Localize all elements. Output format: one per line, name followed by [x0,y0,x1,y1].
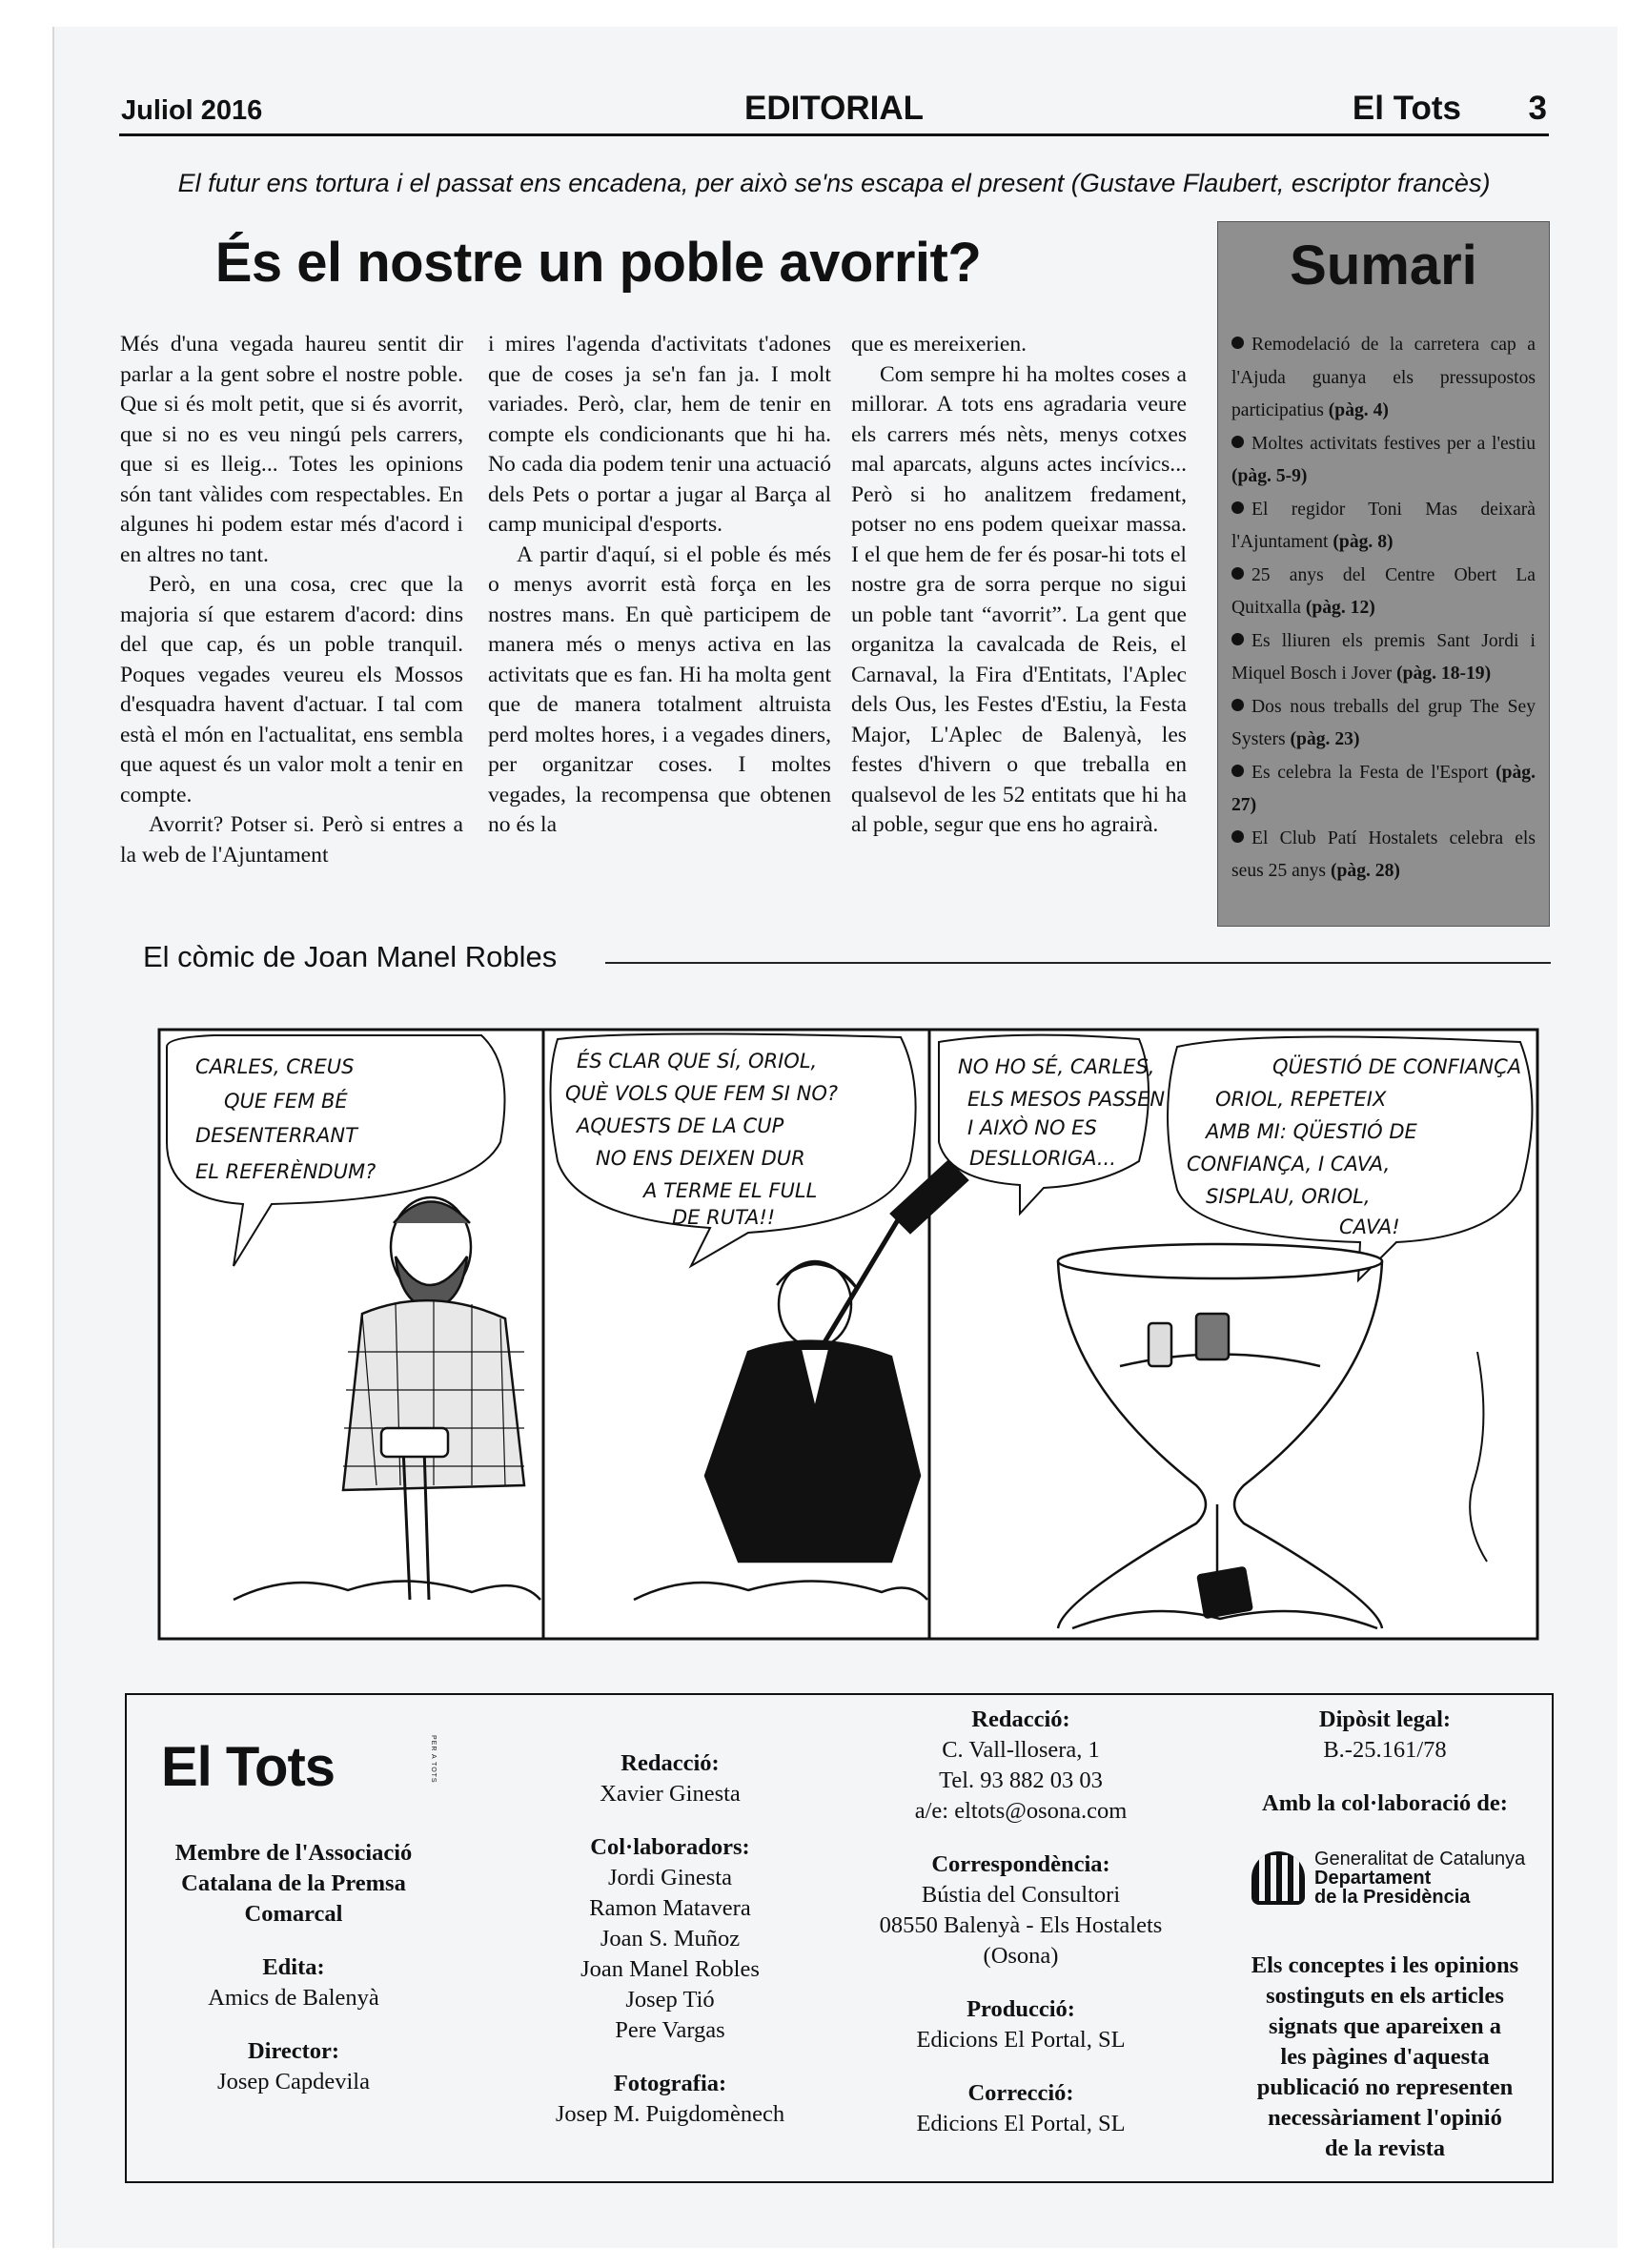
comic-strip [157,1028,1539,1641]
disclaimer: Els conceptes i les opinions sostinguts en els articles signats que apareixen a les pàgines d'aquesta publicació no representen necessàriament l'opinió de la revista [1251,1952,1519,2161]
paragraph: Més d'una vegada haureu sentit dir parlar a la gent sobre el nostre poble. Que si és molt petit, que si és avorrit, que si no es veu ningú pels carrers, que si es lleig... Totes les opinions són tant vàlides com respectables. En algunes hi podem estar més d'acord i en altres no tant. [120,332,463,567]
paragraph: Com sempre hi ha moltes coses a millorar. A tots ens agradaria veure els carrers més nèts, menys cotxes mal aparcats, alguns actes incívics... Però si ho analitzem fredament, potser no ens podem queixar massa. I el que hem de fer és posar-hi tots el nostre gra de sorra perque no sigui un poble tant “avorrit”. La gent que organitza la cavalcada de Reis, el Carnaval, la Fira d'Entitats, l'Aplec dels Ous, les Festes d'Estiu, la Festa Major, L'Aplec de Balenyà, les festes d'hivern o que treballa en qualsevol de les 52 entitats que hi ha al poble, segur que ens ho agrairà. [851,361,1187,837]
summary-item: Es lliuren els premis Sant Jordi i Miquel Bosch i Jover (pàg. 18-19) [1231,630,1536,684]
balloon-text: CONFIANÇA, I CAVA, [1187,1153,1391,1175]
generalitat-emblem-icon [1251,1851,1305,1905]
bullet-icon [1231,436,1244,448]
article-title: És el nostre un poble avorrit? [214,232,982,294]
bullet-icon [1231,337,1244,349]
summary-item: Remodelació de la carretera cap a l'Ajuda guanya els pressupostos participatius (pàg. 4) [1231,335,1536,420]
masthead-box [125,1693,1554,2183]
balloon-text: A TERME EL FULL [643,1179,818,1202]
balloon-text: CARLES, CREUS [195,1055,355,1078]
balloon-text: ORIOL, REPETEIX [1215,1088,1387,1111]
balloon-text: I AIXÒ NO ES [967,1116,1097,1139]
masthead-col-2: Redacció: Xavier Ginesta Col·laboradors: Jordi Ginesta Ramon Matavera Joan S. Muñoz Joan Manel Robles Josep Tió Pere Vargas Fotografia: Josep M. Puigdomènech [555,1750,785,2127]
balloon-text: NO ENS DEIXEN DUR [596,1147,805,1170]
balloon-text: QÜESTIÓ DE CONFIANÇA [1272,1055,1522,1078]
bullet-icon [1231,699,1244,711]
balloon-text: QUÈ VOLS QUE FEM SI NO? [565,1082,839,1105]
balloon-text: DE RUTA!! [672,1206,776,1229]
balloon-text: SISPLAU, ORIOL, [1206,1185,1371,1208]
summary-title: Sumari [1290,235,1477,296]
paragraph: que es mereixerien. [851,332,1027,357]
summary-item: Es celebra la Festa de l'Esport (pàg. 27) [1231,762,1536,815]
balloon-text: ÉS CLAR QUE SÍ, ORIOL, [577,1050,818,1073]
masthead-col-4: Dipòsit legal: B.-25.161/78 Amb la col·laboració de: [1262,1706,1508,1816]
comic-label: El còmic de Joan Manel Robles [143,940,558,973]
balloon-text: DESENTERRANT [195,1124,357,1147]
summary-item: El regidor Toni Mas deixarà l'Ajuntament (pàg. 8) [1231,499,1536,552]
paragraph: Avorrit? Potser si. Però si entres a la web de l'Ajuntament [120,812,463,868]
balloon-text: AMB MI: QÜESTIÓ DE [1206,1120,1417,1143]
balloon-text: DESLLORIGA... [969,1147,1116,1170]
divider [605,962,1551,964]
masthead-col-3: Redacció: C. Vall-llosera, 1 Tel. 93 882 03 03 a/e: eltots@osona.com Correspondència: Bústia del Consultori 08550 Balenyà - Els Hostalets (Osona) Producció: Edicions El Portal, SL Correcció: Edicions El Portal, SL [879,1706,1163,2136]
masthead-logo-tagline: PER A TOTS [430,1735,437,1784]
summary-list [1231,329,1536,889]
bullet-icon [1231,633,1244,645]
summary-item: Moltes activitats festives per a l'estiu (pàg. 5-9) [1231,433,1536,486]
bullet-icon [1231,765,1244,777]
summary-item: El Club Patí Hostalets celebra els seus 25 anys (pàg. 28) [1231,828,1536,881]
page-number: 3 [1528,90,1547,127]
page-header [119,92,1549,136]
paragraph: i mires l'agenda d'activitats t'adones que de coses ja se'n fan ja. I molt variades. Però, clar, hem de tenir en compte els condicionants que hi ha. No cada dia podem tenir una actuació dels Pets o portar a jugar al Barça al camp municipal d'esports. [488,332,831,537]
sign-text: RUI [1206,1585,1241,1608]
article-column-1 [120,330,463,870]
summary-item: 25 anys del Centre Obert La Quitxalla (pàg. 12) [1231,564,1536,618]
issue-date: Juliol 2016 [121,95,263,126]
bullet-icon [1231,830,1244,843]
balloon-text: AQUESTS DE LA CUP [577,1114,784,1137]
masthead-col-1: Membre de l'Associació Catalana de la Premsa Comarcal Edita: Amics de Balenyà Director: Josep Capdevila [174,1840,413,2094]
section-title: EDITORIAL [744,90,924,127]
publication-name: El Tots [1352,90,1461,127]
epigraph-quote: El futur ens tortura i el passat ens encadena, per això se'ns escapa el present (Gustave Flaubert, escriptor francès) [177,169,1491,197]
article-column-2 [488,330,831,841]
paragraph: A partir d'aquí, si el poble és més o menys avorrit està força en les nostres mans. En què participem de manera més o menys activa en las activitats que es fan. Hi ha molta gent que de manera totalment altruista perd moltes hores, i a vegades diners, per organitzar coses. I moltes vegades, la recompensa que obtenen no és la [488,541,831,837]
bullet-icon [1231,501,1244,514]
paragraph: Però, en una cosa, crec que la majoria sí que estarem d'acord: dins del que cap, és un poble tranquil. Poques vegades veureu els Mossos d'esquadra havent d'actuar. I tal com està el món en l'actualitat, ens sembla que aquest és un valor molt a tenir en compte. [120,572,463,807]
bullet-icon [1231,567,1244,580]
balloon-text: NO HO SÉ, CARLES, [958,1055,1155,1078]
generalitat-logo: Generalitat de Catalunya Departament de la Presidència [1244,1848,1549,1909]
masthead-logo: El Tots [161,1736,336,1798]
balloon-text: CAVA! [1339,1216,1400,1238]
comic-drawing [157,1028,1539,1641]
summary-box [1217,221,1550,927]
summary-item: Dos nous treballs del grup The Sey Systers (pàg. 23) [1231,696,1536,749]
balloon-text: EL REFERÈNDUM? [195,1160,376,1183]
article-column-3 [851,330,1187,841]
balloon-text: QUE FEM BÉ [224,1090,348,1113]
balloon-text: ELS MESOS PASSEN [967,1088,1166,1111]
